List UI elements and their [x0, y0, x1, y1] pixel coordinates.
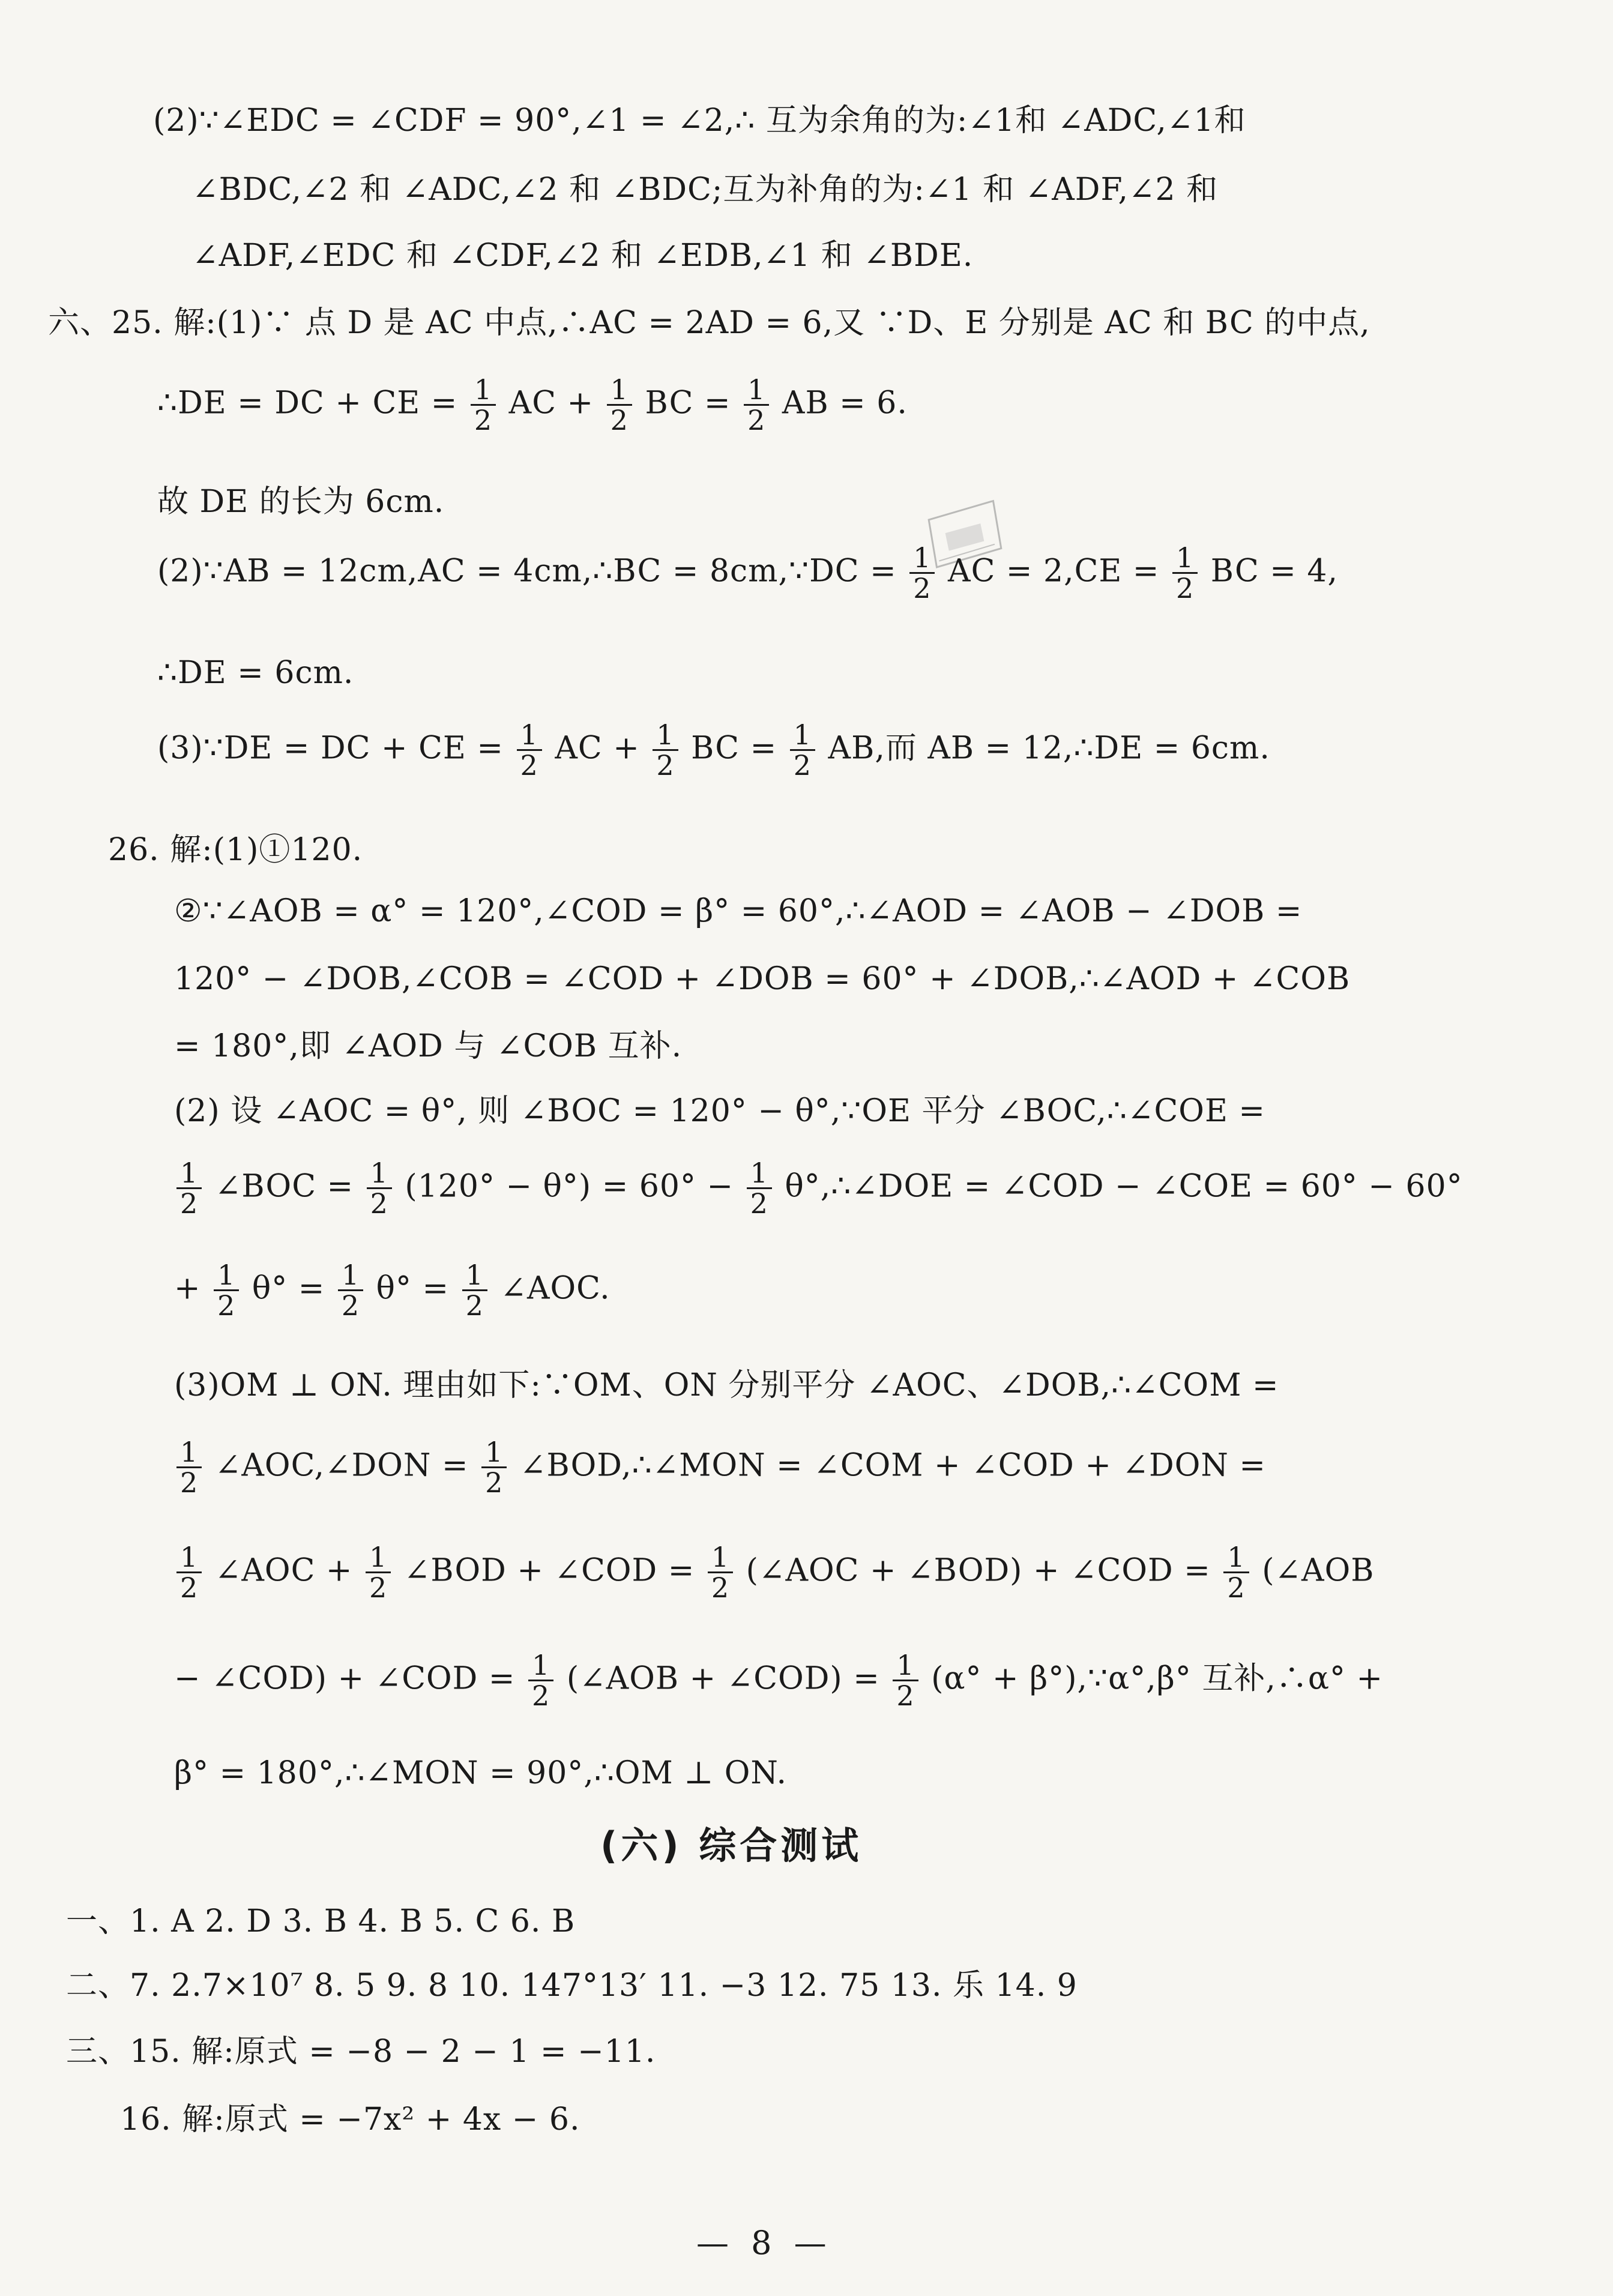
text-seg: ∠BOD,∴∠MON = ∠COM + ∠COD + ∠DON = [519, 1447, 1266, 1484]
text-seg: BC = [645, 385, 731, 421]
text-seg: θ°,∴∠DOE = ∠COD − ∠COE = 60° − 60° [785, 1168, 1463, 1205]
text-line-4: 六、25. 解:(1)∵ 点 D 是 AC 中点,∴AC = 2AD = 6,又 ∵D、E 分别是 AC 和 BC 的中点, [48, 305, 1370, 341]
fraction-half: $\frac{1}{2}$ [462, 1261, 487, 1321]
text-seg: θ° = [252, 1270, 325, 1307]
fraction-half: $\frac{1}{2}$ [471, 375, 496, 435]
fraction-half: $\frac{1}{2}$ [481, 1438, 507, 1498]
text-seg: ∠AOC. [500, 1270, 611, 1307]
fraction-half: $\frac{1}{2}$ [367, 1159, 392, 1219]
answer-line-1: 一、1. A 2. D 3. B 4. B 5. C 6. B [66, 1903, 576, 1939]
text-line-1: (2)∵∠EDC = ∠CDF = 90°,∠1 = ∠2,∴ 互为余角的为:∠1和 ∠ADC,∠1和 [153, 103, 1246, 139]
fraction-half: $\frac{1}{2}$ [790, 720, 815, 780]
fraction-half: $\frac{1}{2}$ [366, 1543, 391, 1603]
text-seg: BC = [691, 730, 777, 767]
text-seg: AC + [508, 385, 594, 421]
text-seg: (2)∵AB = 12cm,AC = 4cm,∴BC = 8cm,∵DC = [157, 553, 897, 589]
text-seg: AB,而 AB = 12,∴DE = 6cm. [828, 730, 1270, 767]
fraction-half: $\frac{1}{2}$ [338, 1261, 363, 1321]
text-line-17: (3)OM ⊥ ON. 理由如下:∵OM、ON 分别平分 ∠AOC、∠DOB,∴∠COM = [174, 1367, 1279, 1403]
text-line-5 [157, 375, 908, 435]
text-seg: − ∠COD) + ∠COD = [174, 1660, 516, 1697]
fraction-half: $\frac{1}{2}$ [214, 1261, 239, 1321]
text-line-19 [174, 1543, 1374, 1603]
text-line-18 [174, 1438, 1266, 1498]
text-seg: θ° = [376, 1270, 450, 1307]
text-seg: (∠AOC + ∠BOD) + ∠COD = [746, 1552, 1211, 1589]
text-line-3: ∠ADF,∠EDC 和 ∠CDF,∠2 和 ∠EDB,∠1 和 ∠BDE. [192, 238, 974, 274]
text-line-11: ②∵∠AOB = α° = 120°,∠COD = β° = 60°,∴∠AOD = ∠AOB − ∠DOB = [174, 893, 1303, 929]
text-seg: ∠BOD + ∠COD = [403, 1552, 695, 1589]
answer-line-2: 二、7. 2.7×10⁷ 8. 5 9. 8 10. 147°13′ 11. −3 12. 75 13. 乐 14. 9 [66, 1968, 1078, 2004]
text-line-9 [157, 720, 1270, 780]
text-line-2: ∠BDC,∠2 和 ∠ADC,∠2 和 ∠BDC;互为补角的为:∠1 和 ∠ADF,∠2 和 [192, 172, 1219, 208]
text-line-8: ∴DE = 6cm. [157, 655, 354, 691]
fraction-half: $\frac{1}{2}$ [1223, 1543, 1249, 1603]
text-seg: ∠AOC,∠DON = [214, 1447, 469, 1484]
text-line-15 [174, 1159, 1463, 1219]
text-seg: (120° − θ°) = 60° − [405, 1168, 734, 1205]
fraction-half: $\frac{1}{2}$ [1172, 543, 1198, 603]
text-line-21: β° = 180°,∴∠MON = 90°,∴OM ⊥ ON. [174, 1755, 788, 1791]
text-line-13: = 180°,即 ∠AOD 与 ∠COB 互补. [174, 1028, 683, 1064]
fraction-half: $\frac{1}{2}$ [176, 1543, 202, 1603]
text-line-6: 故 DE 的长为 6cm. [157, 484, 445, 520]
answer-line-4: 16. 解:原式 = −7x² + 4x − 6. [120, 2102, 580, 2138]
text-seg: AC = 2,CE = [948, 553, 1160, 589]
text-seg: ∠BOC = [214, 1168, 354, 1205]
fraction-half: $\frac{1}{2}$ [893, 1651, 918, 1711]
text-line-14: (2) 设 ∠AOC = θ°, 则 ∠BOC = 120° − θ°,∵OE 平分 ∠BOC,∴∠COE = [174, 1093, 1265, 1129]
text-seg: (3)∵DE = DC + CE = [157, 730, 504, 767]
text-seg: ∴DE = DC + CE = [157, 385, 458, 421]
text-seg: ∠AOC + [214, 1552, 353, 1589]
fraction-half: $\frac{1}{2}$ [176, 1438, 202, 1498]
text-seg: AC + [555, 730, 640, 767]
text-line-20 [174, 1651, 1383, 1711]
fraction-half: $\frac{1}{2}$ [607, 375, 632, 435]
text-line-10: 26. 解:(1)①120. [108, 832, 363, 868]
text-seg: BC = 4, [1210, 553, 1339, 589]
text-line-12: 120° − ∠DOB,∠COB = ∠COD + ∠DOB = 60° + ∠DOB,∴∠AOD + ∠COB [174, 961, 1351, 997]
fraction-half: $\frac{1}{2}$ [176, 1159, 202, 1219]
text-seg: (∠AOB [1262, 1552, 1375, 1589]
fraction-half: $\frac{1}{2}$ [747, 1159, 772, 1219]
fraction-half: $\frac{1}{2}$ [653, 720, 678, 780]
fraction-half: $\frac{1}{2}$ [528, 1651, 553, 1711]
fraction-half: $\frac{1}{2}$ [708, 1543, 733, 1603]
text-seg: + [174, 1270, 201, 1307]
fraction-half: $\frac{1}{2}$ [517, 720, 542, 780]
page-number: — 8 — [696, 2224, 833, 2262]
text-seg: AB = 6. [782, 385, 908, 421]
fraction-half: $\frac{1}{2}$ [744, 375, 769, 435]
text-seg: (∠AOB + ∠COD) = [566, 1660, 880, 1697]
section-heading: (六) 综合测试 [600, 1824, 863, 1867]
text-line-16 [174, 1261, 611, 1321]
text-seg: (α° + β°),∵α°,β° 互补,∴α° + [931, 1660, 1384, 1697]
answer-line-3: 三、15. 解:原式 = −8 − 2 − 1 = −11. [66, 2034, 656, 2070]
fraction-half: $\frac{1}{2}$ [909, 543, 935, 603]
text-line-7 [157, 543, 1338, 603]
